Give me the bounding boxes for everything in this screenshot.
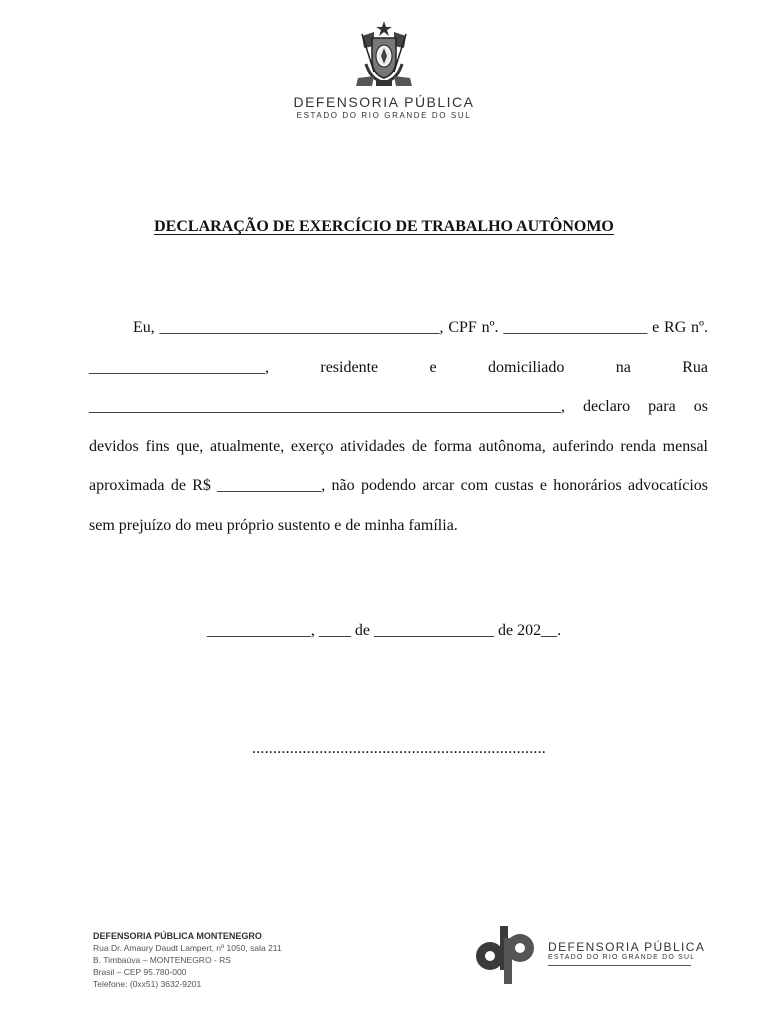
date-line: _____________, ____ de _______________ de 202__. (206, 622, 562, 639)
footer-logo-rule (548, 965, 691, 966)
footer-address-block (93, 930, 282, 990)
declaration-text: Eu, ___________________________________, CPF nº. __________________ e RG nº. ______________________, residente e domiciliado na Rua ___________________________________________________________, declaro para os devidos fins que, atualmente, exerço atividades de forma autônoma, auferindo renda mensal aproximada de R$ _____________, não podendo arcar com custas e honorários advocatícios sem prejuízo do meu próprio sustento e de minha família. (89, 319, 708, 534)
document-title: DECLARAÇÃO DE EXERCÍCIO DE TRABALHO AUTÔNOMO (154, 218, 614, 235)
header-logo (0, 18, 768, 120)
declaration-body (89, 308, 708, 545)
signature-line: ...................................................................... (252, 740, 546, 757)
footer-address-line: B. Timbaúva – MONTENEGRO - RS (93, 955, 231, 965)
footer-office-name: DEFENSORIA PÚBLICA MONTENEGRO (93, 931, 262, 941)
footer-logo (470, 922, 706, 986)
state-coat-of-arms-icon (352, 18, 416, 90)
dp-monogram-icon (470, 922, 542, 986)
footer-logo-name: DEFENSORIA PÚBLICA (548, 940, 706, 954)
footer-address-line: Rua Dr. Amaury Daudt Lampert, nº 1050, sala 211 (93, 943, 282, 953)
footer-phone: Telefone: (0xx51) 3632-9201 (93, 979, 202, 989)
footer-logo-subtitle: ESTADO DO RIO GRANDE DO SUL (548, 954, 696, 961)
org-name: DEFENSORIA PÚBLICA (293, 94, 475, 110)
org-subtitle: ESTADO DO RIO GRANDE DO SUL (296, 111, 472, 120)
footer-address-line: Brasil – CEP 95.780-000 (93, 967, 187, 977)
